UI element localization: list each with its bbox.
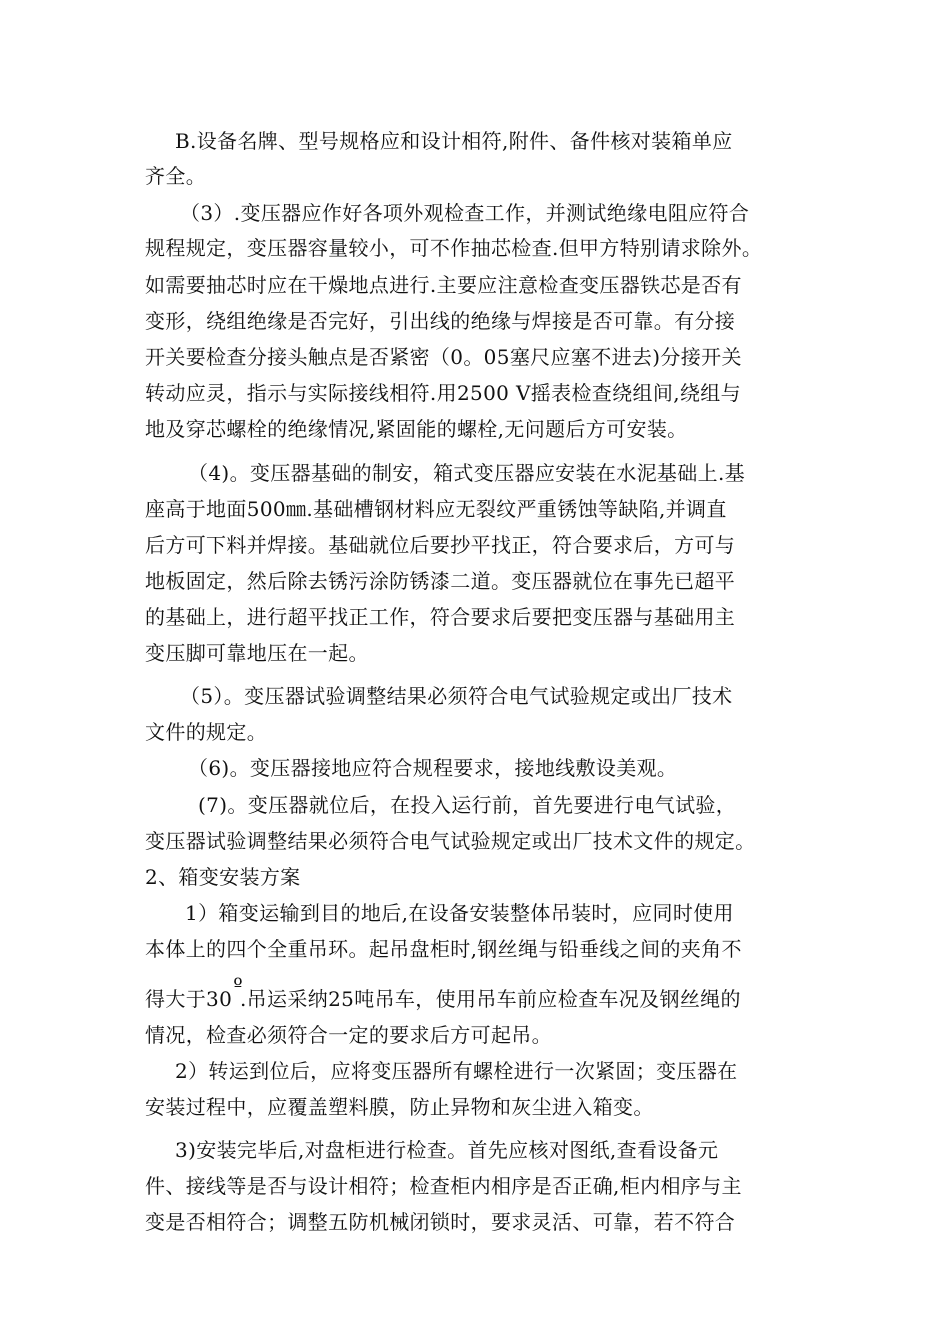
section-heading: 2、箱变安装方案 [145,865,301,889]
text-line: 座高于地面500㎜.基础槽钢材料应无裂纹严重锈蚀等缺陷,并调直 [145,497,727,521]
text-line: B.设备名牌、型号规格应和设计相符,附件、备件核对装箱单应 [175,129,733,153]
text-line: 地板固定，然后除去锈污涂防锈漆二道。变压器就位在事先已超平 [145,569,736,593]
text-line: （6)。变压器接地应符合规程要求，接地线敷设美观。 [188,756,678,780]
text-line: 变压脚可靠地压在一起。 [145,641,369,665]
text-line: 1）箱变运输到目的地后,在设备安装整体吊装时，应同时使用 [185,901,734,925]
text-line: （5）。变压器试验调整结果必须符合电气试验规定或出厂技术 [180,684,733,708]
text-fragment: 得大于30 [145,987,233,1011]
text-line: 规程规定，变压器容量较小，可不作抽芯检查.但甲方特别请求除外。 [145,236,763,260]
text-line: 变压器试验调整结果必须符合电气试验规定或出厂技术文件的规定。 [145,829,756,853]
text-line: 2）转运到位后，应将变压器所有螺栓进行一次紧固；变压器在 [175,1059,738,1083]
text-line: 开关要检查分接头触点是否紧密（0。05塞尺应塞不进去)分接开关 [145,345,742,369]
text-line: 安装过程中，应覆盖塑料膜，防止异物和灰尘进入箱变。 [145,1095,654,1119]
text-line: 转动应灵，指示与实际接线相符.用2500 V摇表检查绕组间,绕组与 [145,381,741,405]
text-line: 件、接线等是否与设计相符；检查柜内相序是否正确,柜内相序与主 [145,1174,742,1198]
text-line: 齐全。 [145,164,207,188]
text-line: （3）.变压器应作好各项外观检查工作，并测试绝缘电阻应符合 [180,201,750,225]
text-line [145,973,741,1012]
text-line: 的基础上，进行超平找正工作，符合要求后要把变压器与基础用主 [145,605,736,629]
text-line: 后方可下料并焊接。基础就位后要抄平找正，符合要求后，方可与 [145,533,736,557]
text-line: 变是否相符合；调整五防机械闭锁时，要求灵活、可靠，若不符合 [145,1210,736,1234]
text-fragment: .吊运采纳25吨吊车，使用吊车前应检查车况及钢丝绳的 [239,987,741,1011]
text-line: 本体上的四个全重吊环。起吊盘柜时,钢丝绳与铅垂线之间的夹角不 [145,937,742,961]
text-line: 文件的规定。 [145,720,268,744]
text-line: 如需要抽芯时应在干燥地点进行.主要应注意检查变压器铁芯是否有 [145,273,742,297]
degree-mark: º [233,973,243,997]
text-line: 3)安装完毕后,对盘柜进行检查。首先应核对图纸,查看设备元 [175,1138,719,1162]
text-line: 情况，检查必须符合一定的要求后方可起吊。 [145,1023,552,1047]
text-line: 变形，绕组绝缘是否完好，引出线的绝缘与焊接是否可靠。有分接 [145,309,736,333]
text-line: （4)。变压器基础的制安，箱式变压器应安装在水泥基础上.基 [188,461,746,485]
text-line: (7)。变压器就位后，在投入运行前，首先要进行电气试验， [198,793,737,817]
text-line: 地及穿芯螺栓的绝缘情况,紧固能的螺栓,无问题后方可安装。 [145,417,688,441]
